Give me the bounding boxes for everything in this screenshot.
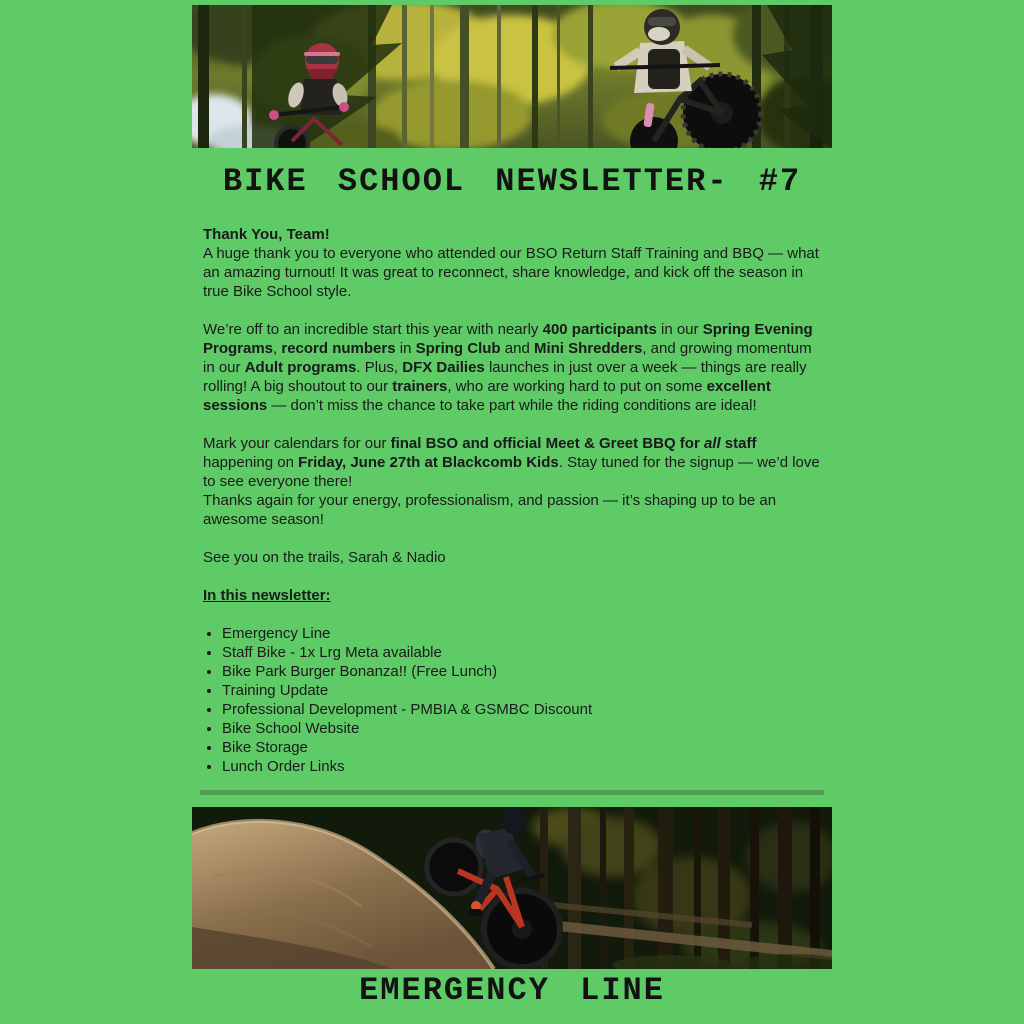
toc-item: • Training Update (222, 681, 821, 700)
toc-item: • Bike Park Burger Bonanza!! (Free Lunch) (222, 662, 821, 681)
newsletter-title: BIKE SCHOOL NEWSLETTER- #7 (222, 163, 802, 200)
hero-image-kids-biking (192, 5, 832, 148)
section-divider (200, 790, 824, 795)
toc-item: • Lunch Order Links (222, 757, 821, 776)
toc-item: • Bike Storage (222, 738, 821, 757)
thank-you-paragraph: Thank You, Team! A huge thank you to everyone who attended our BSO Return Staff Training and BBQ — what an amazing turnout! It was great to reconnect, share knowledge, and kick off the season in true Bike School style. (203, 226, 819, 300)
bbq-announcement-paragraph: Mark your calendars for our final BSO and official Meet & Greet BBQ for all staff happening on Friday, June 27th at Blackcomb Kids. Stay tuned for the signup — we’d love to see everyone there! Thanks again for your energy, professionalism, and passion — it’s shaping up to be an awesome season! (203, 435, 820, 528)
toc-item: • Staff Bike - 1x Lrg Meta available (222, 643, 821, 662)
toc-item: • Bike School Website (222, 719, 821, 738)
signoff-paragraph: See you on the trails, Sarah & Nadio (203, 549, 446, 566)
hero-image-berm-rider (192, 807, 832, 969)
toc-heading: In this newsletter: (203, 587, 331, 604)
emergency-line-title: EMERGENCY LINE (359, 972, 665, 1009)
season-progress-paragraph: We’re off to an incredible start this year with nearly 400 participants in our Spring Evening Programs, record numbers in Spring Club and Mini Shredders, and growing momentum in our Adult programs. Plus, DFX Dailies launches in just over a week — things are really rolling! A big shoutout to our trainers, who are working hard to put on some excellent sessions — don’t miss the chance to take part while the riding conditions are ideal! (203, 321, 813, 414)
newsletter-body (192, 225, 832, 776)
body-paragraphs (203, 225, 821, 567)
newsletter-email (192, 0, 832, 1011)
toc-item: • Emergency Line (222, 624, 821, 643)
toc-item: • Professional Development - PMBIA & GSMBC Discount (222, 700, 821, 719)
toc-list (203, 624, 821, 776)
